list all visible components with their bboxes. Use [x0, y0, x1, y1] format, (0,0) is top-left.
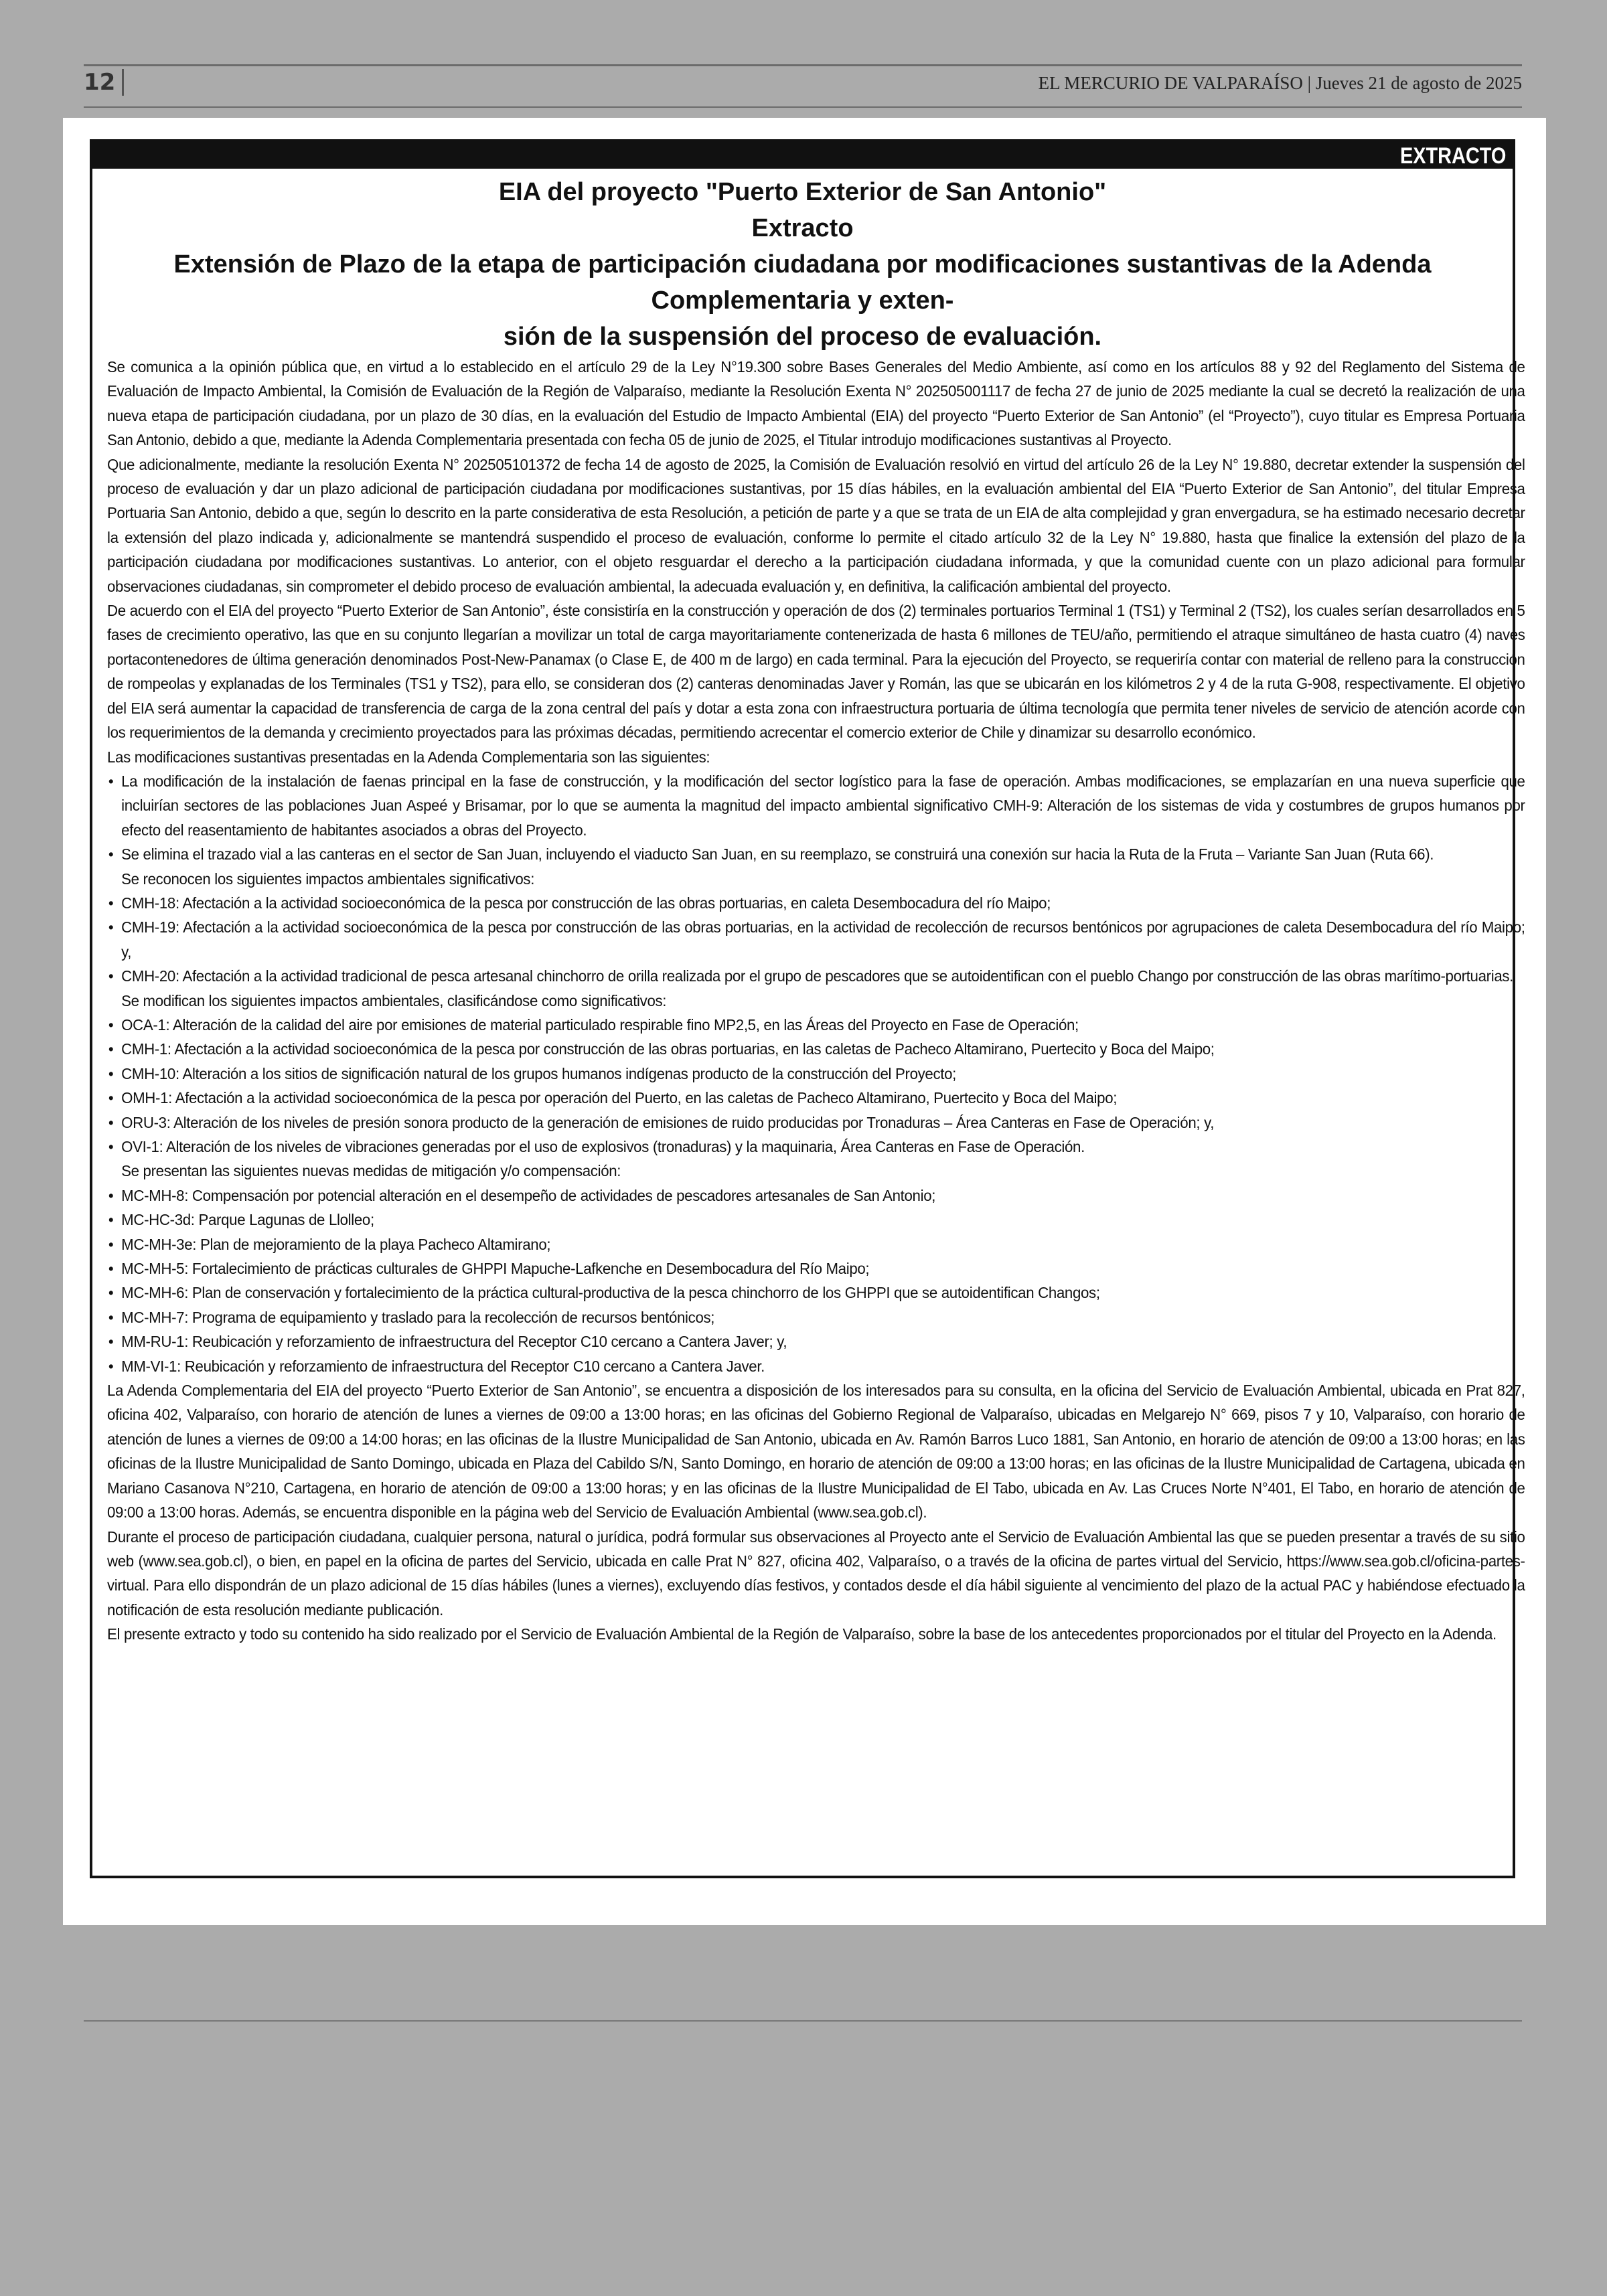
notice-title: EIA del proyecto "Puerto Exterior de San Antonio": [498, 178, 1107, 206]
body-paragraph: De acuerdo con el EIA del proyecto “Puerto Exterior de San Antonio”, éste consistiría en la construcción y operación de dos (2) terminales portuarios Terminal 1 (TS1) y Terminal 2 (TS2), los cuales serían desarrollados en 5 fases de crecimiento operativo, las que en su conjunto llegarían a movilizar un total de carga mayoritariamente contenerizada de hasta 6 millones de TEU/año, permitiendo el atraque simultáneo de hasta cuatro (4) naves portacontenedores de última generación denominados Post-New-Panamax (o Clase E, de 400 m de largo) en cada terminal. Para la ejecución del Proyecto, se requeriría contar con material de relleno para la construcción de rompeolas y explanadas de los Terminales (TS1 y TS2), para ello, se consideran dos (2) canteras denominadas Javer y Román, las que se ubicarán en los kilómetros 2 y 4 de la ruta G-908, respectivamente. El objetivo del EIA será aumentar la capacidad de transferencia de carga de la zona central del país y dotar a esta zona con infraestructura portuaria de última tecnología que permita tener niveles de servicio de atención acorde con los requerimientos de la demanda y crecimiento proyectados para las próximas décadas, permitiendo acrecentar el comercio exterior de Chile y dinamizar su desarrollo económico.: [107, 602, 1525, 742]
bullet-icon: •: [108, 1235, 114, 1253]
notice-subtitle: Extracto: [751, 214, 854, 242]
bullet-icon: •: [108, 1260, 114, 1278]
list-item: • La modificación de la instalación de faenas principal en la fase de construcción, y la modificación del sector logístico para la fase de operación. Ambas modificaciones, se emplazarían en una nueva superficie que incluirían sectores de las poblaciones Juan Aspeé y Brisamar, por lo que se aumenta la magnitud del impacto ambiental significativo CMH-9: Alteración de los sistemas de vida y costumbres de grupos humanos por efecto del reasentamiento de habitantes asociados a obras del Proyecto.: [107, 769, 1525, 842]
modifications-list: [107, 769, 1525, 867]
newspaper-masthead: EL MERCURIO DE VALPARAÍSO | Jueves 21 de agosto de 2025: [1038, 73, 1522, 93]
newspaper-page: [63, 118, 1546, 1925]
list-intro: Se modifican los siguientes impactos ambientales, clasificándose como significativos:: [121, 991, 667, 1009]
bullet-icon: •: [108, 1064, 114, 1082]
bullet-icon: •: [108, 1040, 114, 1058]
body-paragraph: Durante el proceso de participación ciudadana, cualquier persona, natural o jurídica, podrá formular sus observaciones al Proyecto ante el Servicio de Evaluación Ambiental las que se pueden presentar a través de su sitio web (www.sea.gob.cl), o bien, en papel en la oficina de partes del Servicio, ubicada en calle Prat N° 827, oficina 402, Valparaíso, o a través de la oficina de partes virtual del Servicio, https://www.sea.gob.cl/oficina-partes-virtual. Para ello dispondrán de un plazo adicional de 15 días hábiles (lunes a viernes), excluyendo días festivos, y contados desde el día hábil siguiente al vencimiento del plazo de la actual PAC y habiéndose efectuado la notificación de esta resolución mediante publicación.: [107, 1528, 1525, 1619]
list-item: • ORU-3: Alteración de los niveles de presión sonora producto de la generación de emisiones de ruido producidas por Tronaduras – Área Canteras en Fase de Operación; y,: [107, 1111, 1525, 1135]
list-item: • OVI-1: Alteración de los niveles de vibraciones generadas por el uso de explosivos (tronaduras) y la maquinaria, Área Canteras en Fase de Operación.: [107, 1135, 1525, 1159]
body-paragraph: Se comunica a la opinión pública que, en virtud a lo establecido en el artículo 29 de la Ley N°19.300 sobre Bases Generales del Medio Ambiente, así como en los artículos 88 y 92 del Reglamento del Sistema de Evaluación de Impacto Ambiental, la Comisión de Evaluación de la Región de Valparaíso, mediante la Resolución Exenta N° 202505001117 de fecha 27 de junio de 2025 mediante la cual se decretó la realización de una nueva etapa de participación ciudadana, por un plazo de 30 días, en la evaluación del Estudio de Impacto Ambiental (EIA) del proyecto “Puerto Exterior de San Antonio” (el “Proyecto”), cuyo titular es Empresa Portuaria San Antonio, debido a que, mediante la Adenda Complementaria presentada con fecha 05 de junio de 2025, el Titular introdujo modificaciones sustantivas al Proyecto.: [107, 358, 1525, 449]
bullet-icon: •: [108, 1357, 114, 1375]
notice-banner: [92, 142, 1513, 169]
bullet-icon: •: [108, 1089, 114, 1107]
footer-divider: [84, 2020, 1522, 2022]
notice-heading-line: Extensión de Plazo de la etapa de participación ciudadana por modificaciones sustantivas de la Adenda Complementaria y exten-: [173, 250, 1432, 315]
bullet-icon: •: [108, 772, 114, 790]
bullet-icon: •: [108, 894, 114, 912]
measures-list: [107, 1183, 1525, 1378]
list-item: • CMH-19: Afectación a la actividad socioeconómica de la pesca por construcción de las obras portuarias, en la actividad de recolección de recursos bentónicos por agrupaciones de caleta Desembocadura del río Maipo; y,: [107, 915, 1525, 964]
bullet-icon: •: [108, 1333, 114, 1351]
list-item: • CMH-20: Afectación a la actividad tradicional de pesca artesanal chinchorro de orilla realizada por el grupo de pescadores que se autoidentifican con el pueblo Chango por construcción de las obras marítimo-portuarias.: [107, 964, 1525, 988]
list-item: • CMH-10: Alteración a los sitios de significación natural de los grupos humanos indígenas producto de la construcción del Proyecto;: [107, 1062, 1525, 1086]
list-intro: Se presentan las siguientes nuevas medidas de mitigación y/o compensación:: [121, 1162, 621, 1180]
list-item: • MC-HC-3d: Parque Lagunas de Llolleo;: [107, 1208, 1525, 1232]
list-item: • MC-MH-8: Compensación por potencial alteración en el desempeño de actividades de pescadores artesanales de San Antonio;: [107, 1183, 1525, 1208]
list-item: • CMH-1: Afectación a la actividad socioeconómica de la pesca por construcción de las obras portuarias, en las caletas de Pacheco Altamirano, Puertecito y Boca del Maipo;: [107, 1037, 1525, 1061]
notice-body: [107, 355, 1525, 1872]
list-item: • OMH-1: Afectación a la actividad socioeconómica de la pesca por operación del Puerto, en las caletas de Pacheco Altamirano, Puertecito y Boca del Maipo;: [107, 1086, 1525, 1110]
page-number: 12: [84, 69, 124, 96]
modified-impacts-list: [107, 1013, 1525, 1159]
list-intro: Se reconocen los siguientes impactos ambientales significativos:: [121, 870, 535, 888]
bullet-icon: •: [108, 1186, 114, 1204]
page-header: [84, 64, 1522, 108]
list-item: • MC-MH-7: Programa de equipamiento y traslado para la recolección de recursos bentónicos;: [107, 1305, 1525, 1329]
new-impacts-list: [107, 891, 1525, 989]
legal-notice: [90, 139, 1525, 1878]
bullet-icon: •: [108, 1015, 114, 1034]
bullet-icon: •: [108, 1308, 114, 1326]
notice-heading-line: sión de la suspensión del proceso de evaluación.: [503, 323, 1102, 351]
bullet-icon: •: [108, 1211, 114, 1229]
body-paragraph: Las modificaciones sustantivas presentadas en la Adenda Complementaria son las siguientes:: [107, 748, 710, 766]
body-paragraph: La Adenda Complementaria del EIA del proyecto “Puerto Exterior de San Antonio”, se encuentra a disposición de los interesados para su consulta, en la oficina del Servicio de Evaluación Ambiental, ubicada en Prat 827, oficina 402, Valparaíso, con horario de atención de lunes a viernes de 09:00 a 13:00 horas; en las oficinas del Gobierno Regional de Valparaíso, ubicadas en Melgarejo N° 669, pisos 7 y 10, Valparaíso, con horario de atención de lunes a viernes de 09:00 a 14:00 horas; en las oficinas de la Ilustre Municipalidad de San Antonio, ubicada en Av. Ramón Barros Luco 1881, San Antonio, en horario de atención de 09:00 a 13:00 horas; en las oficinas de la Ilustre Municipalidad de Santo Domingo, ubicada en Plaza del Cabildo S/N, Santo Domingo, en horario de atención de 09:00 a 13:00 horas; en las oficinas de la Ilustre Municipalidad de Cartagena, ubicada en Mariano Casanova N°210, Cartagena, en horario de atención de 09:00 a 13:00 horas; y en las oficinas de la Ilustre Municipalidad de El Tabo, ubicada en Av. Las Cruces Norte N°401, El Tabo, en horario de atención de 09:00 a 13:00 horas. Además, se encuentra disponible en la página web del Servicio de Evaluación Ambiental (www.sea.gob.cl).: [107, 1382, 1525, 1522]
list-item: • MC-MH-6: Plan de conservación y fortalecimiento de la práctica cultural-productiva de la pesca chinchorro de los GHPPI que se autoidentifican Changos;: [107, 1281, 1525, 1305]
list-item: • OCA-1: Alteración de la calidad del aire por emisiones de material particulado respirable fino MP2,5, en las Áreas del Proyecto en Fase de Operación;: [107, 1013, 1525, 1037]
list-item: • MM-VI-1: Reubicación y reforzamiento de infraestructura del Receptor C10 cercano a Cantera Javer.: [107, 1354, 1525, 1378]
list-item: • CMH-18: Afectación a la actividad socioeconómica de la pesca por construcción de las obras portuarias, en caleta Desembocadura del río Maipo;: [107, 891, 1525, 915]
bullet-icon: •: [108, 967, 114, 985]
notice-tag: EXTRACTO: [1399, 143, 1506, 169]
body-paragraph: Que adicionalmente, mediante la resolución Exenta N° 202505101372 de fecha 14 de agosto de 2025, la Comisión de Evaluación resolvió en virtud del artículo 26 de la Ley N° 19.880, decretar extender la suspensión del proceso de evaluación y dar un plazo adicional de participación ciudadana por modificaciones sustantivas, por 15 días hábiles, en la evaluación ambiental del EIA “Puerto Exterior de San Antonio”, del titular Empresa Portuaria San Antonio, debido a que, según lo descrito en la parte considerativa de esta Resolución, a petición de parte y a que se trata de un EIA de alta complejidad y gran envergadura, se ha estimado necesario decretar la extensión del plazo indicada y, adicionalmente se mantendrá suspendido el proceso de evaluación, conforme lo permite el citado artículo 32 de la Ley N° 19.880, hasta que finalice la extensión del plazo de la participación ciudadana por modificaciones sustantivas. Lo anterior, con el objeto resguardar el derecho a la participación ciudadana informada, y que la comunidad cuente con un plazo adicional para formular observaciones ciudadanas, sin comprometer el debido proceso de evaluación ambiental, la adecuada evaluación y, en definitiva, la calificación ambiental del proyecto.: [107, 455, 1525, 595]
body-paragraph: El presente extracto y todo su contenido ha sido realizado por el Servicio de Evaluación Ambiental de la Región de Valparaíso, sobre la base de los antecedentes proporcionados por el titular del Proyecto en la Adenda.: [107, 1625, 1497, 1643]
bullet-icon: •: [108, 1138, 114, 1155]
bullet-icon: •: [108, 1284, 114, 1302]
bullet-icon: •: [108, 1113, 114, 1131]
notice-heading: [92, 169, 1513, 355]
list-item: • MC-MH-3e: Plan de mejoramiento de la playa Pacheco Altamirano;: [107, 1232, 1525, 1256]
bullet-icon: •: [108, 918, 114, 936]
bullet-icon: •: [108, 845, 114, 864]
list-item: • MM-RU-1: Reubicación y reforzamiento de infraestructura del Receptor C10 cercano a Cantera Javer; y,: [107, 1329, 1525, 1354]
list-item: • Se elimina el trazado vial a las canteras en el sector de San Juan, incluyendo el viaducto San Juan, en su reemplazo, se construirá una conexión sur hacia la Ruta de la Fruta – Variante San Juan (Ruta 66).: [107, 842, 1525, 866]
list-item: • MC-MH-5: Fortalecimiento de prácticas culturales de GHPPI Mapuche-Lafkenche en Desembocadura del Río Maipo;: [107, 1256, 1525, 1281]
